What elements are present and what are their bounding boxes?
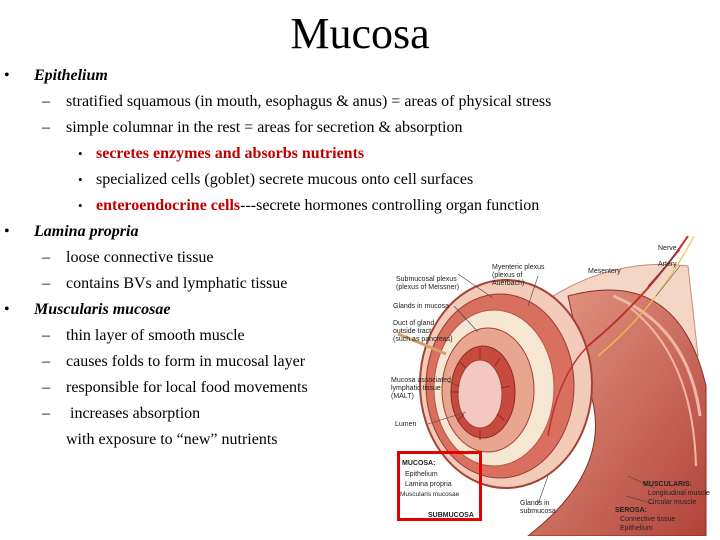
dash: –	[42, 379, 50, 396]
label-lamina-propria: Lamina propria	[405, 481, 452, 488]
heading-muscularis-mucosae: Muscularis mucosae	[34, 301, 171, 318]
epithelium-item: simple columnar in the rest = areas for secretion & absorption	[66, 119, 463, 136]
muscularis-item: increases absorption	[66, 405, 201, 422]
heading-lamina-propria: Lamina propria	[34, 223, 139, 240]
label-longitudinal-muscle: Longitudinal muscle	[648, 490, 710, 497]
label-nerve: Nerve	[658, 245, 677, 252]
label-myenteric-plexus: Myenteric plexus (plexus of Auerbach)	[492, 264, 545, 287]
muscularis-item: causes folds to form in mucosal layer	[66, 353, 306, 370]
dash: –	[42, 93, 50, 110]
slide-title: Mucosa	[290, 9, 430, 58]
lamina-item: loose connective tissue	[66, 249, 214, 266]
label-mesentery: Mesentery	[588, 268, 621, 275]
label-serosa-epithelium: Epithelium	[620, 525, 653, 532]
dash: –	[42, 327, 50, 344]
label-mucosa: MUCOSA:	[402, 460, 436, 467]
label-artery: Artery	[658, 261, 677, 268]
bullet: •	[78, 146, 83, 161]
columnar-subitem: specialized cells (goblet) secrete mucous onto cell surfaces	[96, 171, 474, 188]
label-glands-mucosa: Glands in mucosa	[393, 303, 450, 310]
lamina-item: contains BVs and lymphatic tissue	[66, 275, 288, 292]
dash: –	[42, 119, 50, 136]
label-muscularis: MUSCULARIS:	[643, 481, 692, 488]
label-duct: Duct of gland outside tract (such as pancreas)	[393, 320, 453, 343]
label-submucosal-plexus: Submucosal plexus (plexus of Meissner)	[396, 276, 460, 291]
label-malt: Mucosa associated lymphatic tissue (MALT)	[391, 377, 451, 400]
label-serosa: SEROSA:	[615, 507, 647, 514]
muscularis-item: with exposure to “new” nutrients	[66, 431, 278, 448]
bullet: •	[78, 198, 83, 213]
label-submucosa: SUBMUCOSA	[428, 512, 474, 519]
columnar-subitem: secretes enzymes and absorbs nutrients	[96, 145, 365, 162]
dash: –	[42, 353, 50, 370]
dash: –	[42, 405, 50, 422]
label-epithelium: Epithelium	[405, 471, 438, 478]
bullet: •	[4, 223, 10, 240]
label-lumen: Lumen	[395, 421, 417, 428]
bullet: •	[78, 172, 83, 187]
label-connective-tissue: Connective tissue	[620, 516, 676, 523]
bullet: •	[4, 67, 10, 84]
label-circular-muscle: Circular muscle	[648, 499, 697, 506]
muscularis-item: responsible for local food movements	[66, 379, 308, 396]
heading-epithelium: Epithelium	[34, 67, 108, 84]
muscularis-item: thin layer of smooth muscle	[66, 327, 245, 344]
bullet: •	[4, 301, 10, 318]
label-muscularis-mucosae: Muscularis mucosae	[400, 491, 460, 498]
columnar-subitem: enteroendocrine cells---secrete hormones controlling organ function	[96, 197, 540, 214]
dash: –	[42, 249, 50, 266]
label-glands-submucosa: Glands in submucosa	[520, 500, 556, 515]
epithelium-item: stratified squamous (in mouth, esophagus & anus) = areas of physical stress	[66, 93, 552, 110]
dash: –	[42, 275, 50, 292]
